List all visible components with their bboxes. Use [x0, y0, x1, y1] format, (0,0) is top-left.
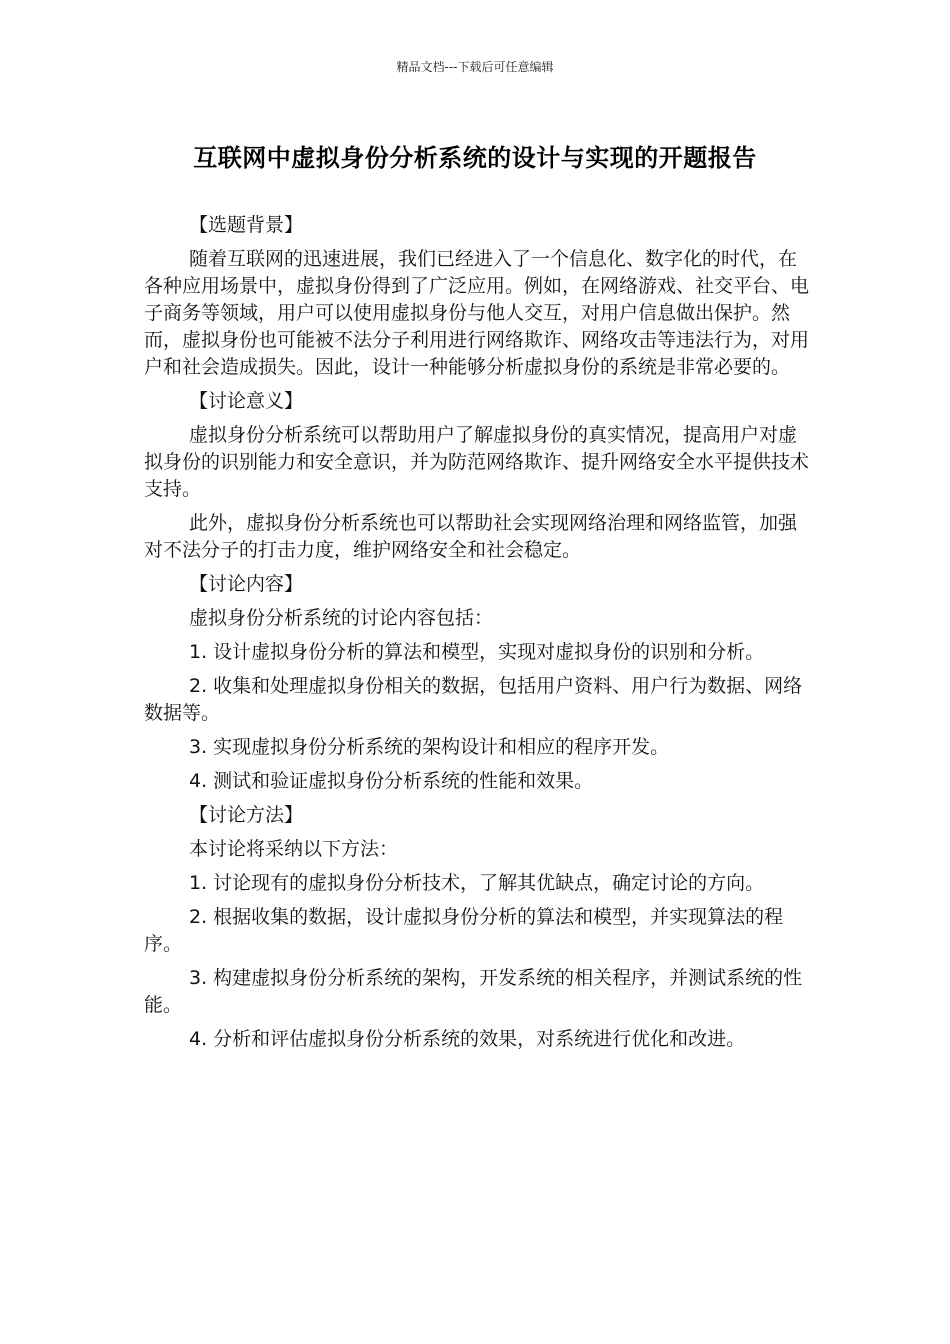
- list-item-methods-2: 2. 根据收集的数据，设计虚拟身份分析的算法和模型，并实现算法的程序。: [144, 906, 784, 955]
- paragraph-significance-2: 此外，虚拟身份分析系统也可以帮助社会实现网络治理和网络监管，加强对不法分子的打击力度，维护网络安全和社会稳定。: [144, 512, 798, 561]
- paragraph-significance-1: 虚拟身份分析系统可以帮助用户了解虚拟身份的真实情况，提高用户对虚拟身份的识别能力和安全意识，并为防范网络欺诈、提升网络安全水平提供技术支持。: [144, 424, 810, 500]
- list-item-methods-1: 1. 讨论现有的虚拟身份分析技术，了解其优缺点，确定讨论的方向。: [189, 872, 765, 894]
- header-note: 精品文档---下载后可任意编辑: [396, 60, 554, 74]
- section-heading-significance: 【讨论意义】: [189, 390, 304, 412]
- list-item-methods-4: 4. 分析和评估虚拟身份分析系统的效果，对系统进行优化和改进。: [189, 1028, 746, 1050]
- document-title: 互联网中虚拟身份分析系统的设计与实现的开题报告: [193, 144, 757, 172]
- section-heading-methods: 【讨论方法】: [189, 804, 304, 826]
- section-heading-background: 【选题背景】: [189, 214, 304, 236]
- section-heading-content: 【讨论内容】: [189, 573, 304, 595]
- list-item-content-1: 1. 设计虚拟身份分析的算法和模型，实现对虚拟身份的识别和分析。: [189, 641, 765, 663]
- list-item-content-3: 3. 实现虚拟身份分析系统的架构设计和相应的程序开发。: [189, 736, 670, 758]
- paragraph-background: 随着互联网的迅速进展，我们已经进入了一个信息化、数字化的时代，在各种应用场景中，虚拟身份得到了广泛应用。例如，在网络游戏、社交平台、电子商务等领域，用户可以使用虚拟身份与他人交互，对用户信息做出保护。然而，虚拟身份也可能被不法分子利用进行网络欺诈、网络攻击等违法行为，对用户和社会造成损失。因此，设计一种能够分析虚拟身份的系统是非常必要的。: [144, 248, 810, 378]
- paragraph-content-intro: 虚拟身份分析系统的讨论内容包括：: [189, 607, 494, 629]
- document-body: [144, 212, 810, 1060]
- list-item-methods-3: 3. 构建虚拟身份分析系统的架构，开发系统的相关程序，并测试系统的性能。: [144, 967, 803, 1016]
- paragraph-methods-intro: 本讨论将采纳以下方法：: [189, 838, 399, 860]
- list-item-content-2: 2. 收集和处理虚拟身份相关的数据，包括用户资料、用户行为数据、网络数据等。: [144, 675, 803, 724]
- list-item-content-4: 4. 测试和验证虚拟身份分析系统的性能和效果。: [189, 770, 594, 792]
